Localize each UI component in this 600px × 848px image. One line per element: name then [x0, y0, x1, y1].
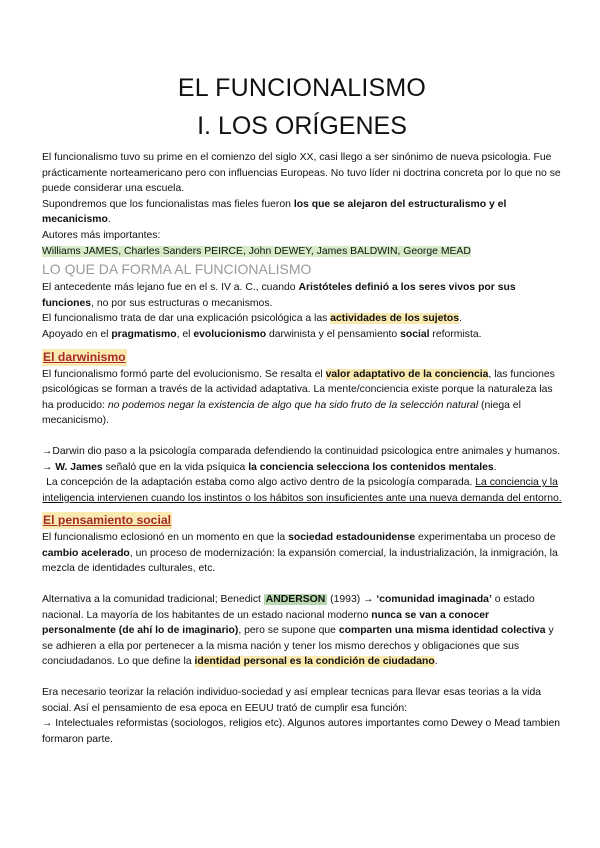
section-heading-darwinismo: El darwinismo [43, 349, 126, 364]
authors-label: Autores más importantes: [42, 229, 161, 241]
authors-list: Williams JAMES, Charles Sanders PEIRCE, John DEWEY, James BALDWIN, George MEAD [42, 245, 471, 257]
section3-paragraph-1: El funcionalismo eclosionó en un momento en que la sociedad estadounidense experimentaba un proceso de cambio acelerado, un proceso de modernización: la expansión comercial, la industrialización, la inmigración, la mezcla de identidades culturales, etc. [42, 532, 558, 575]
section3-paragraph-4: → Intelectuales reformistas (sociologos, religios etc). Algunos autores importantes como Dewey o Mead tambien formaron parte. [42, 718, 561, 745]
section2-paragraph-1: El funcionalismo formó parte del evolucionismo. Se resalta el valor adaptativo de la conciencia, las funciones psicológicas se forman a través de la actividad adaptativa. La mente/conciencia existe porque la naturaleza las ha producido: no podemos negar la existencia de algo que ha sido fruto de la selección natural (niega el mecanicismo). [42, 368, 555, 427]
intro-paragraph-2: Supondremos que los funcionalistas mas fieles fueron los que se alejaron del estructuralismo y el mecanicismo. [42, 198, 507, 226]
section-heading-pensamiento-social: El pensamiento social [43, 513, 172, 528]
section2-paragraph-2: →Darwin dio paso a la psicología comparada defendiendo la continuidad psicologica entre animales y humanos. [42, 445, 561, 457]
section3-paragraph-2: Alternativa a la comunidad tradicional; Benedict ANDERSON (1993) → ‘comunidad imaginada’ o estado nacional. La mayoría de los habitantes de un estado nacional moderno nunca se van a conocer personalmente (de ahí lo de imaginario), pero se supone que comparten una misma identidad colectiva y se adhieren a ella por pertenecer a la misma nación y tener los mismo derechos y obligaciones que sus conciudadanos. Lo que define la identidad personal es la condición de ciudadano. [42, 594, 554, 668]
section2-paragraph-4: La concepción de la adaptación estaba como algo activo dentro de la psicología comparada. La conciencia y la inteligencia intervienen cuando los instintos o los hábitos son insuficientes ante una nueva demanda del entorno. [42, 477, 562, 504]
section2-paragraph-3: → W. James señaló que en la vida psíquica la conciencia selecciona los contenidos mentales. [42, 461, 497, 473]
section1-paragraph-1: El antecedente más lejano fue en el s. IV a. C., cuando Aristóteles definió a los seres vivos por sus funciones, no por sus estructuras o mecanismos. [42, 282, 516, 309]
page-title: EL FUNCIONALISMO [177, 74, 427, 102]
document-page [42, 70, 562, 747]
intro-paragraph: El funcionalismo tuvo su prime en el comienzo del siglo XX, casi llego a ser sinónimo de nueva psicologia. Fue prácticamente norteamericano pero con influencias Europeas. No tuvo líder ni doctrina concreta por lo que no se puede considerar una escuela. [42, 152, 561, 195]
section-heading-forma: LO QUE DA FORMA AL FUNCIONALISMO [42, 261, 312, 278]
section1-paragraph-3: Apoyado en el pragmatismo, el evolucionismo darwinista y el pensamiento social reformista. [42, 328, 482, 340]
page-subtitle: I. LOS ORÍGENES [197, 112, 407, 140]
section1-paragraph-2: El funcionalismo trata de dar una explicación psicológica a las actividades de los sujetos. [42, 313, 462, 325]
section3-paragraph-3: Era necesario teorizar la relación individuo-sociedad y así emplear tecnicas para llevar esas teorias a la vida social. Así el pensamiento de esa epoca en EEUU trató de cumplir esa función: [42, 687, 542, 714]
